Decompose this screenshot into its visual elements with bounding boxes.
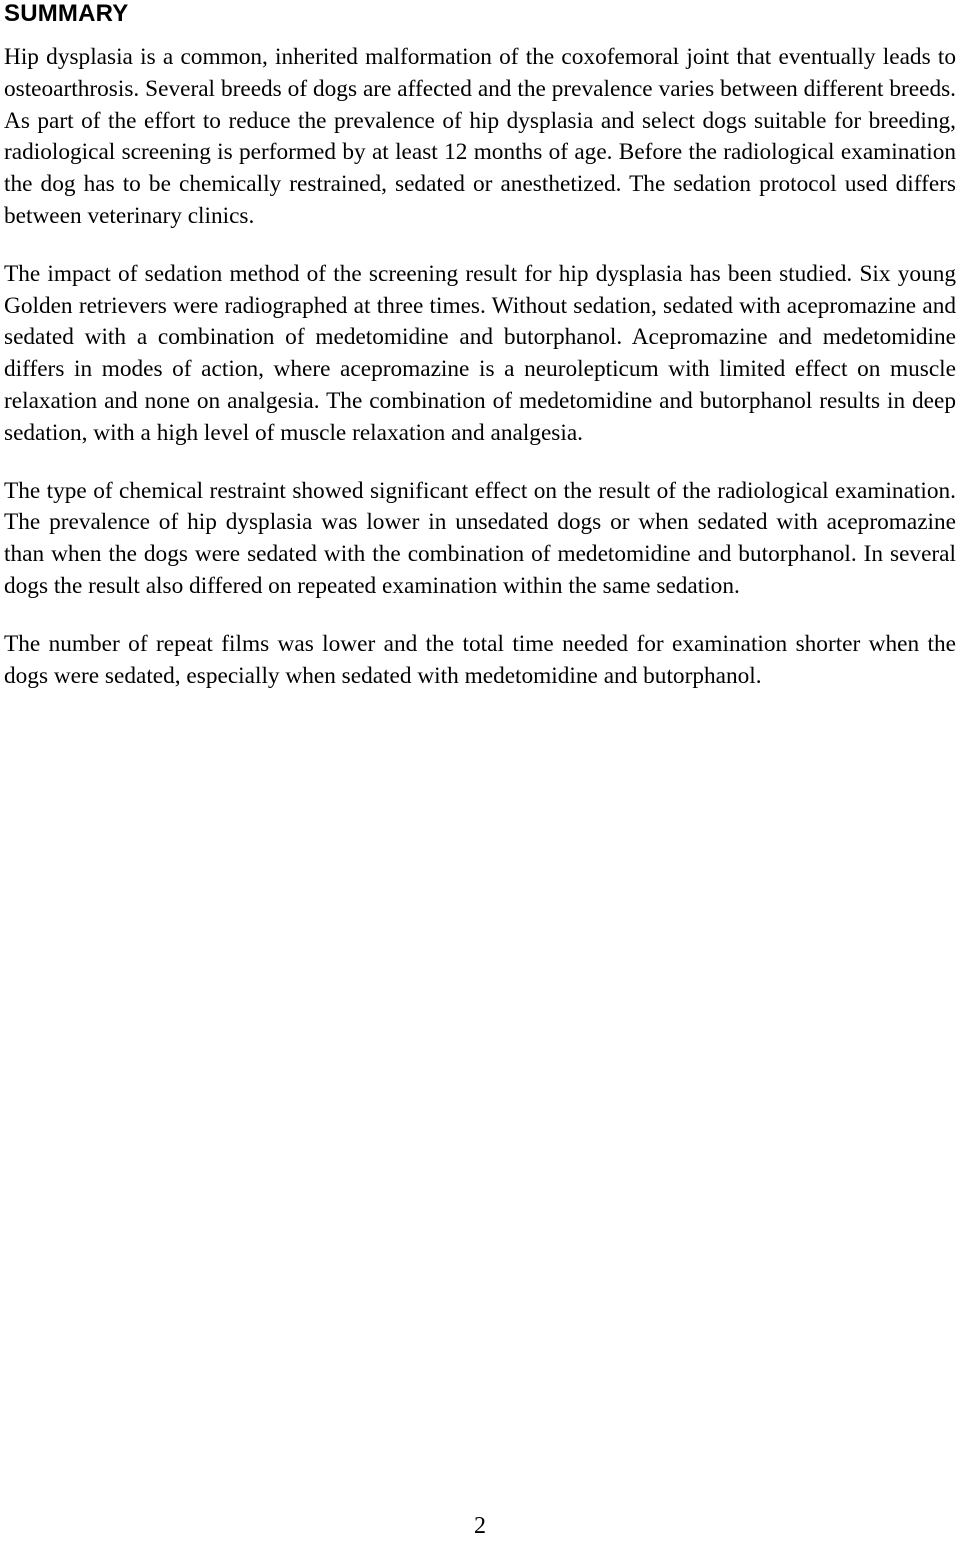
summary-paragraph-4: The number of repeat films was lower and the total time needed for examination shorter when the dogs were sedated, especially when sedated with medetomidine and butorphanol. (4, 630, 956, 689)
page-title: SUMMARY (4, 0, 129, 27)
summary-paragraph-1: Hip dysplasia is a common, inherited malformation of the coxofemoral joint that eventually leads to osteoarthrosis. Several breeds of dogs are affected and the prevalence varies between different breeds. As part of the effort to reduce the prevalence of hip dysplasia and select dogs suitable for breeding, radiological screening is performed by at least 12 months of age. Before the radiological examination the dog has to be chemically restrained, sedated or anesthetized. The sedation protocol used differs between veterinary clinics. (4, 44, 956, 229)
document-page (4, 0, 956, 692)
page-number: 2 (474, 1513, 486, 1539)
summary-paragraph-3: The type of chemical restraint showed significant effect on the result of the radiological examination. The prevalence of hip dysplasia was lower in unsedated dogs or when sedated with acepromazine than when the dogs were sedated with the combination of medetomidine and butorphanol. In several dogs the result also differed on repeated examination within the same sedation. (4, 477, 956, 599)
summary-paragraph-2: The impact of sedation method of the screening result for hip dysplasia has been studied. Six young Golden retrievers were radiographed at three times. Without sedation, sedated with acepromazine and sedated with a combination of medetomidine and butorphanol. Acepromazine and medetomidine differs in modes of action, where acepromazine is a neurolepticum with limited effect on muscle relaxation and none on analgesia. The combination of medetomidine and butorphanol results in deep sedation, with a high level of muscle relaxation and analgesia. (4, 260, 956, 446)
